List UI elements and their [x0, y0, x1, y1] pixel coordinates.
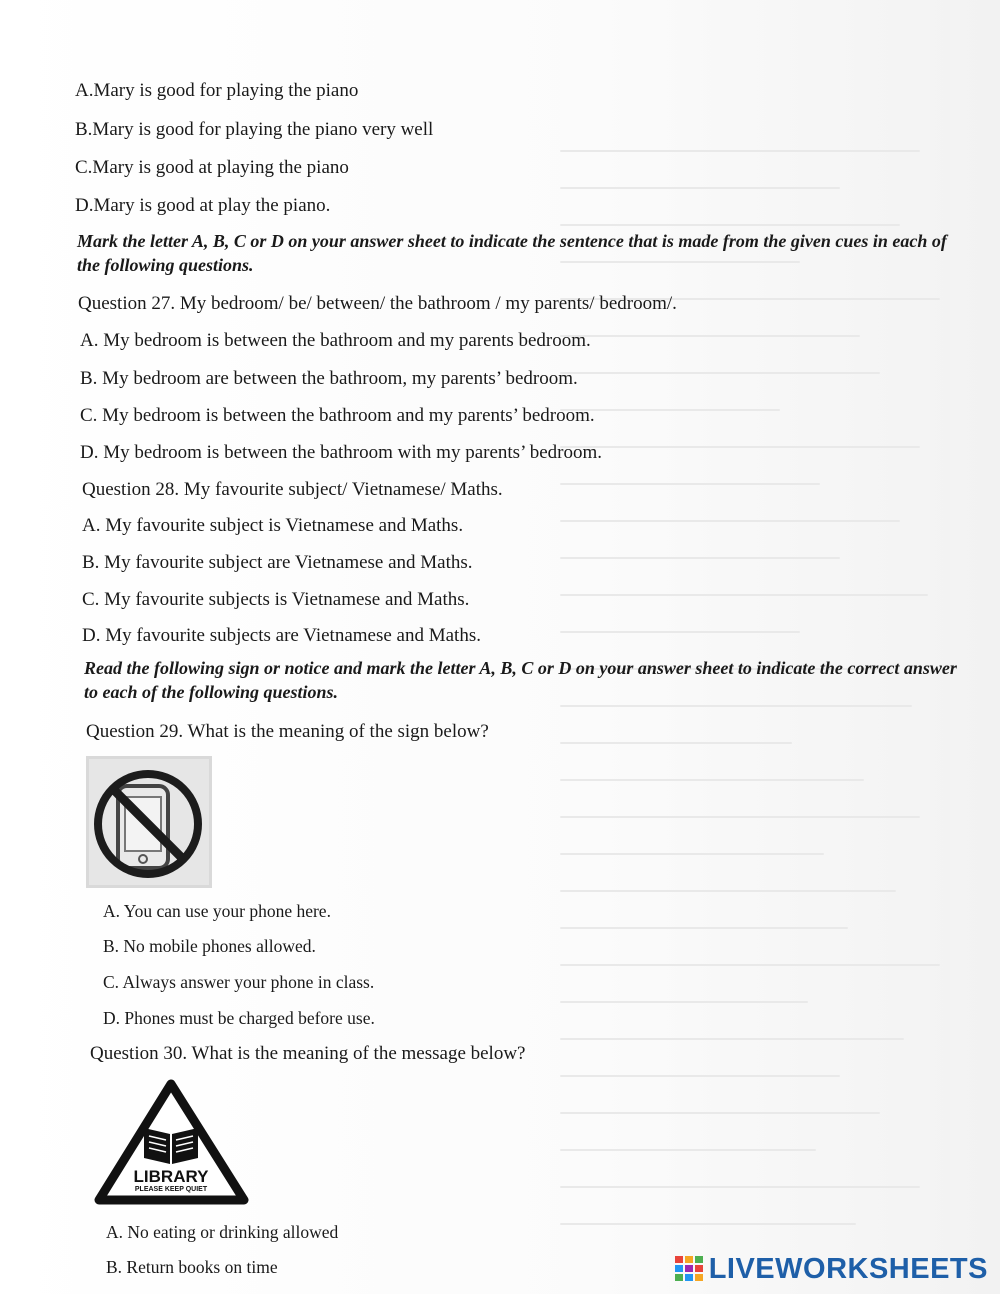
q28-question: Question 28. My favourite subject/ Vietnamese/ Maths.	[82, 479, 503, 500]
q26-option-a[interactable]: A.Mary is good for playing the piano	[75, 80, 359, 101]
q27-option-c[interactable]: C. My bedroom is between the bathroom and my parents’ bedroom.	[80, 405, 595, 426]
instruction-signs-notices: Read the following sign or notice and mark the letter A, B, C or D on your answer sheet to indicate the correct answer to each of the following questions.	[84, 658, 957, 702]
q26-option-b[interactable]: B.Mary is good for playing the piano very well	[75, 119, 434, 140]
q27-question: Question 27. My bedroom/ be/ between/ the bathroom / my parents/ bedroom/.	[78, 293, 677, 314]
library-sign-subtitle: PLEASE KEEP QUIET	[134, 1186, 208, 1193]
q28-option-b[interactable]: B. My favourite subject are Vietnamese and Maths.	[82, 552, 473, 573]
q26-option-c[interactable]: C.Mary is good at playing the piano	[75, 157, 349, 178]
q27-option-d[interactable]: D. My bedroom is between the bathroom with my parents’ bedroom.	[80, 442, 603, 463]
liveworksheets-logo-icon	[675, 1256, 705, 1282]
no-mobile-phone-sign-icon	[86, 756, 212, 888]
q29-option-d[interactable]: D. Phones must be charged before use.	[103, 1008, 375, 1028]
q28-option-c[interactable]: C. My favourite subjects is Vietnamese and Maths.	[82, 589, 470, 610]
q28-option-a[interactable]: A. My favourite subject is Vietnamese and Maths.	[82, 515, 464, 536]
faded-background-text	[560, 150, 960, 1270]
q29-option-c[interactable]: C. Always answer your phone in class.	[103, 972, 375, 992]
instruction-sentence-building: Mark the letter A, B, C or D on your answer sheet to indicate the sentence that is made from the given cues in each of the following questions.	[77, 231, 947, 275]
q30-option-a[interactable]: A. No eating or drinking allowed	[106, 1222, 339, 1242]
liveworksheets-branding[interactable]	[675, 1251, 988, 1287]
q27-option-a[interactable]: A. My bedroom is between the bathroom and my parents bedroom.	[80, 330, 591, 351]
q30-question: Question 30. What is the meaning of the message below?	[90, 1043, 526, 1064]
q29-option-a[interactable]: A. You can use your phone here.	[103, 901, 331, 921]
liveworksheets-wordmark: LIVEWORKSHEETS	[708, 1252, 988, 1285]
q28-option-d[interactable]: D. My favourite subjects are Vietnamese and Maths.	[82, 625, 481, 646]
library-keep-quiet-sign	[94, 1078, 249, 1208]
q29-question: Question 29. What is the meaning of the sign below?	[86, 721, 489, 742]
q26-option-d[interactable]: D.Mary is good at play the piano.	[75, 195, 331, 216]
q30-option-b[interactable]: B. Return books on time	[106, 1257, 278, 1277]
library-sign-title: LIBRARY	[133, 1167, 209, 1186]
q29-option-b[interactable]: B. No mobile phones allowed.	[103, 936, 316, 956]
q27-option-b[interactable]: B. My bedroom are between the bathroom, my parents’ bedroom.	[80, 368, 578, 389]
